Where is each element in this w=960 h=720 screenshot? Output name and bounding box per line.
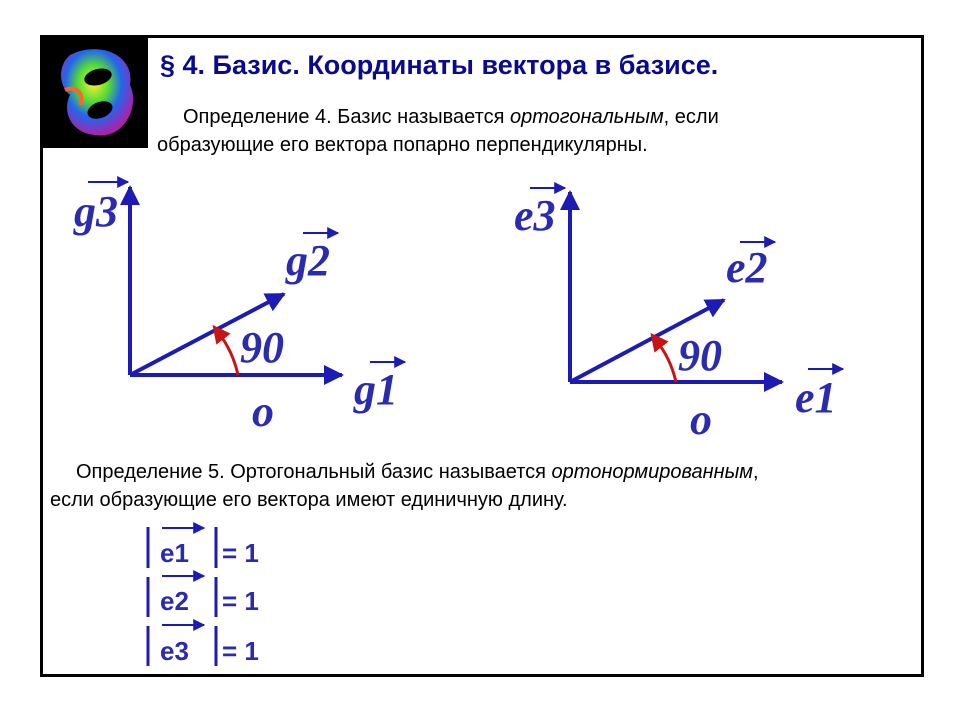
norm-value: = 1 xyxy=(222,636,259,666)
norm-value: = 1 xyxy=(222,586,259,616)
right-basis-diagram xyxy=(514,188,843,444)
norm-vector: e1 xyxy=(160,538,189,568)
left-angle-label: 90 xyxy=(240,323,284,372)
left-origin-label: o xyxy=(252,387,274,436)
left-angle-arc xyxy=(218,332,238,375)
def4-text-prefix: Определение 4. Базис называется xyxy=(183,106,510,128)
norm-value: = 1 xyxy=(222,538,259,568)
left-x-label: g1 xyxy=(354,365,398,414)
left-y-label: g3 xyxy=(74,187,118,236)
def4-text-line2: образующие его вектора попарно перпендикулярны. xyxy=(157,134,648,156)
def5-text-line2: если образующие его вектора имеют единичную длину. xyxy=(50,489,568,511)
right-origin-label: o xyxy=(690,395,712,444)
norm-equations xyxy=(148,527,259,666)
right-angle-label: 90 xyxy=(678,331,722,380)
def5-term: ортонормированным xyxy=(551,461,754,483)
slide-title: § 4. Базис. Координаты вектора в базисе. xyxy=(160,50,719,80)
norm-vector: e2 xyxy=(160,586,189,616)
def4-text-suffix: , если xyxy=(663,106,719,128)
norm-row xyxy=(148,625,259,666)
left-diag-label: g2 xyxy=(286,236,330,285)
norm-vector: e3 xyxy=(160,636,189,666)
def4-term: ортогональным xyxy=(509,106,664,128)
definition-5 xyxy=(50,458,930,514)
norm-row xyxy=(148,576,259,617)
def5-text-prefix: Определение 5. Ортогональный базис называется xyxy=(76,461,552,483)
left-basis-diagram xyxy=(73,182,405,436)
right-y-label: e3 xyxy=(514,191,556,240)
norm-row xyxy=(148,527,259,568)
right-angle-arc xyxy=(656,340,676,382)
right-diag-label: e2 xyxy=(726,243,768,292)
right-x-label: e1 xyxy=(795,373,837,422)
def5-text-suffix: , xyxy=(753,461,759,483)
